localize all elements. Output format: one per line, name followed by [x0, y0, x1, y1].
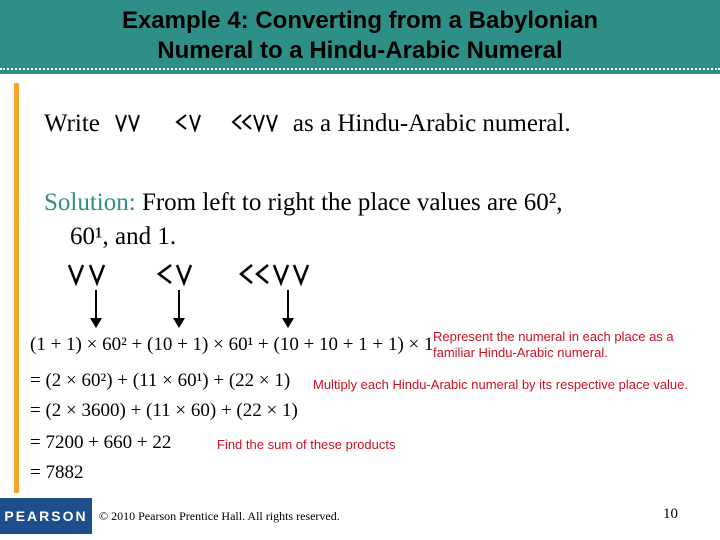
prompt-rest: as a Hindu-Arabic numeral. [292, 110, 571, 137]
copyright-text: © 2010 Pearson Prentice Hall. All rights reserved. [99, 509, 340, 523]
pearson-logo: PEARSON [0, 498, 92, 534]
ten-ten-ones-ones-wedge-icon [238, 262, 334, 286]
solution-body: From left to right the place values are 60², [141, 189, 563, 216]
title-banner [0, 0, 720, 74]
math-line-4: = 7200 + 660 + 22 [30, 432, 172, 453]
solution-body-line2: 60¹, and 1. [70, 223, 177, 250]
babylonian-group-3 [231, 109, 283, 141]
page-number: 10 [663, 506, 678, 522]
math-line-5: = 7882 [30, 462, 84, 483]
ones-wedge-icon [114, 112, 144, 132]
ten-ten-wedge-icon [231, 112, 283, 132]
math-line-2: = (2 × 60²) + (11 × 60¹) + (22 × 1) [30, 370, 291, 391]
prompt-write: Write [44, 110, 100, 137]
ten-ones-wedge-icon [155, 262, 205, 286]
arrow-place-60 [178, 290, 180, 320]
solution-label: Solution: [44, 189, 136, 216]
arrow-place-1 [287, 290, 289, 320]
ones-ones-wedge-icon [66, 262, 116, 286]
math-line-1: (1 + 1) × 60² + (10 + 1) × 60¹ + (10 + 10 + 1 + 1) × 1 [30, 334, 434, 355]
babylonian-group-2 [174, 109, 206, 141]
ten-wedge-icon [174, 112, 206, 132]
title-line-1: Example 4: Converting from a Babylonian [121, 7, 599, 34]
arrow-place-60-squared [95, 290, 97, 320]
prompt-line [44, 108, 571, 141]
babylonian-group-1 [114, 109, 144, 141]
slide-title [0, 6, 720, 66]
solution-text [44, 186, 684, 254]
title-line-2: Numeral to a Hindu-Arabic Numeral [157, 37, 563, 64]
note-sum: Find the sum of these products [217, 437, 396, 452]
header-divider [0, 68, 720, 70]
babylonian-numeral-row [0, 258, 720, 298]
note-multiply: Multiply each Hindu-Arabic numeral by its respective place value. [313, 377, 689, 392]
math-line-3: = (2 × 3600) + (11 × 60) + (22 × 1) [30, 400, 298, 421]
note-represent: Represent the numeral in each place as a familiar Hindu-Arabic numeral. [433, 329, 674, 360]
